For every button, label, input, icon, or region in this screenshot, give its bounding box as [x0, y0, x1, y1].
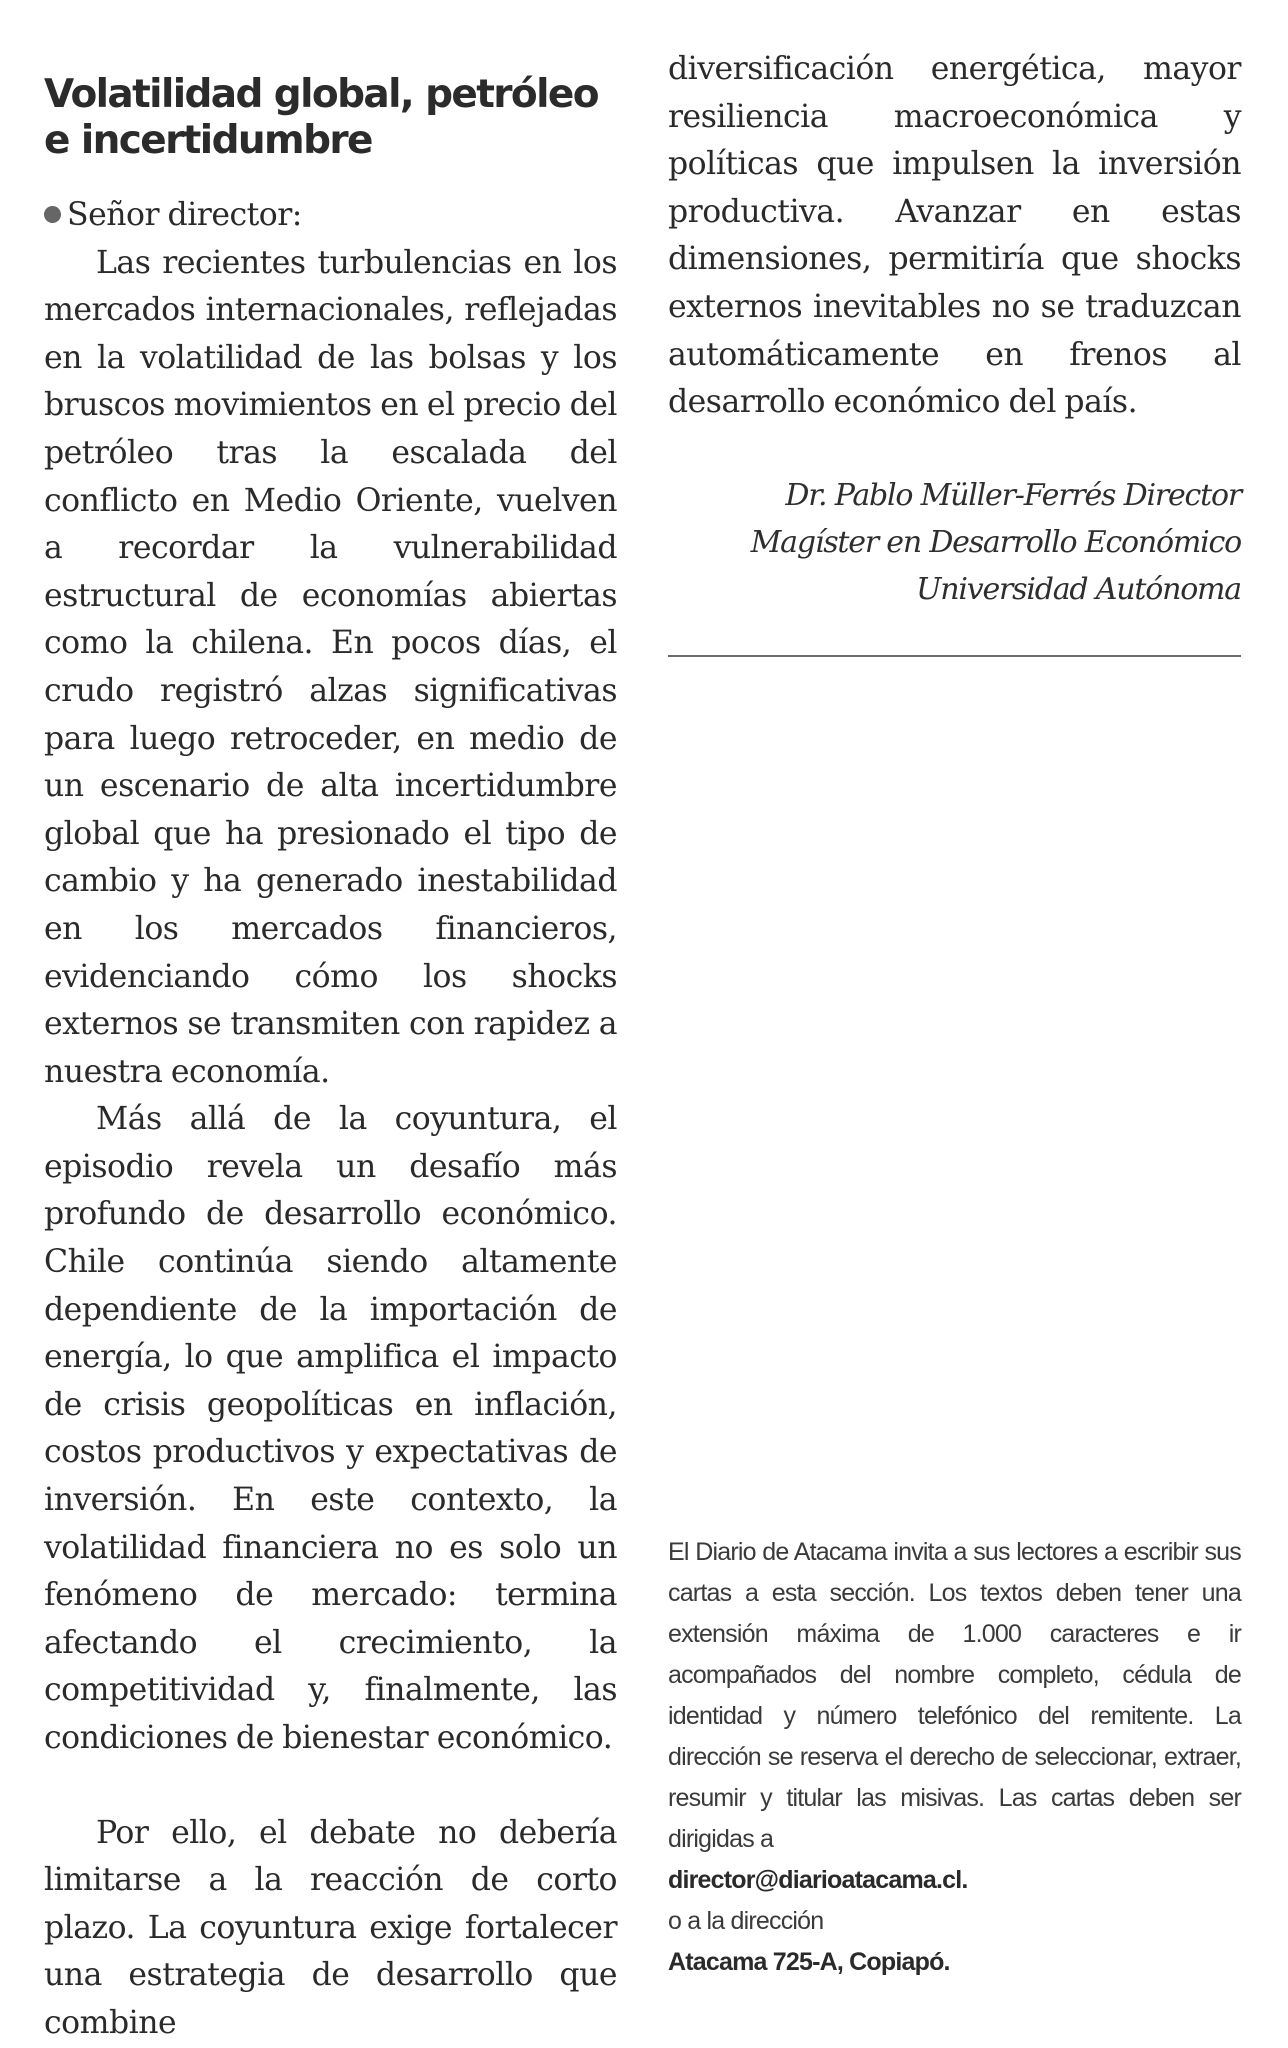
letter-signature: Dr. Pablo Müller-Ferrés Director Magíster en Desarrollo Económico Universidad Autónoma: [750, 478, 1241, 607]
notice-text: El Diario de Atacama invita a sus lectores a escribir sus cartas a esta sección. Los textos deben tener una extensión máxima de 1.000 caracteres e ir acompañados del nombre completo, cédula de identidad y número telefónico del remitente. La dirección se reserva el derecho de seleccionar, extraer, resumir y titular las misivas. Las cartas deben ser dirigidas a: [668, 1538, 1241, 1853]
letter-paragraph-3: Por ello, el debate no debería limitarse a la reacción de corto plazo. La coyuntura exige fortalecer una estrategia de desarrollo que combine: [44, 1814, 617, 2041]
letter-column-right: [668, 46, 1241, 427]
bullet-icon: [44, 206, 61, 223]
notice-or-line: o a la dirección: [668, 1907, 824, 1935]
letter-headline: Volatilidad global, petróleo e incertidumbre: [44, 72, 598, 164]
notice-email[interactable]: director@diarioatacama.cl.: [668, 1866, 968, 1894]
letter-column-left: [44, 192, 617, 2048]
letter-paragraph-2: Más allá de la coyuntura, el episodio revela un desafío más profundo de desarrollo económico. Chile continúa siendo altamente dependiente de la importación de energía, lo que amplifica el impacto de crisis geopolíticas en inflación, costos productivos y expectativas de inversión. En este contexto, la volatilidad financiera no es solo un fenómeno de mercado: termina afectando el crecimiento, la competitividad y, finalmente, las condiciones de bienestar económico.: [44, 1101, 617, 1756]
letter-paragraph-1: Las recientes turbulencias en los mercados internacionales, reflejadas en la volatilidad de las bolsas y los bruscos movimientos en el precio del petróleo tras la escalada del conflicto en Medio Oriente, vuelven a recordar la vulnerabilidad estructural de economías abiertas como la chilena. En pocos días, el crudo registró alzas significativas para luego retroceder, en medio de un escenario de alta incertidumbre global que ha presionado el tipo de cambio y ha generado inestabilidad en los mercados financieros, evidenciando cómo los shocks externos se transmiten con rapidez a nuestra economía.: [44, 244, 617, 1090]
submission-notice: [668, 1532, 1241, 1983]
salutation: [44, 192, 617, 240]
letter-paragraph-continuation: diversificación energética, mayor resiliencia macroeconómica y políticas que impulsen la inversión productiva. Avanzar en estas dimensiones, permitiría que shocks externos inevitables no se traduzcan automáticamente en frenos al desarrollo económico del país.: [668, 51, 1241, 421]
section-divider: [668, 655, 1241, 657]
salutation-text: Señor director:: [67, 197, 302, 233]
notice-address: Atacama 725-A, Copiapó.: [668, 1948, 950, 1976]
